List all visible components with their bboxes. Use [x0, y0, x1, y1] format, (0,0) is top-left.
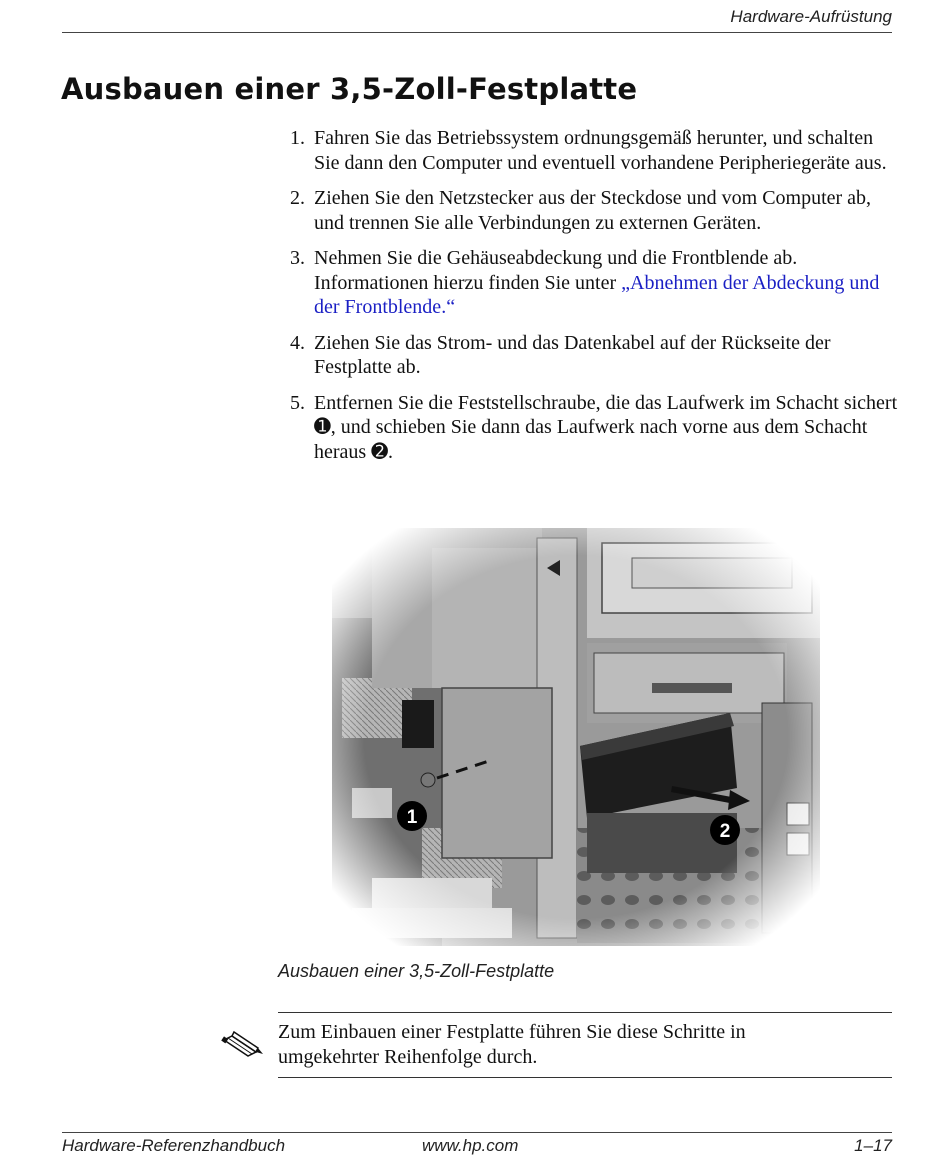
callout-1-marker: ➊	[314, 416, 331, 438]
step-number: 4.	[290, 331, 305, 354]
footer-manual-title: Hardware-Referenzhandbuch	[62, 1136, 286, 1155]
figure-caption: Ausbauen einer 3,5-Zoll-Festplatte	[278, 961, 555, 981]
cross-reference-link[interactable]: „Abnehmen der Abdeckung und der Frontblende.“	[314, 271, 880, 318]
header-divider	[62, 32, 892, 33]
step-number: 1.	[290, 127, 305, 149]
step-text: Fahren Sie das Betriebssystem ordnungsgemäß herunter, und schalten Sie dann den Computer und eventuell vorhandene Peripheriegeräte aus.	[314, 127, 887, 174]
running-header: Hardware-Aufrüstung	[730, 7, 892, 26]
footer-url[interactable]: www.hp.com	[422, 1136, 519, 1155]
list-item	[290, 391, 900, 465]
step-text: Entfernen Sie die Feststellschraube, die das Laufwerk im Schacht sichert	[314, 391, 898, 414]
page-title: Ausbauen einer 3,5-Zoll-Festplatte	[61, 72, 638, 106]
list-item	[290, 331, 900, 380]
note-top-divider	[278, 1012, 892, 1013]
list-item	[290, 126, 900, 175]
footer-divider	[62, 1132, 892, 1133]
page-number: 1–17	[854, 1136, 892, 1155]
step-text: Ziehen Sie das Strom- und das Datenkabel auf der Rückseite der Festplatte ab.	[314, 331, 831, 378]
callout-2-marker: ➋	[371, 440, 388, 463]
step-number: 5.	[290, 391, 305, 414]
step-text: , und schieben Sie dann das Laufwerk nach vorne aus dem Schacht heraus	[314, 416, 868, 463]
pencil-note-icon	[220, 1022, 264, 1066]
step-text: Nehmen Sie die Gehäuseabdeckung und die Frontblende ab. Informationen hierzu finden Sie unter	[314, 247, 798, 294]
step-text: Ziehen Sie den Netzstecker aus der Steckdose und vom Computer ab, und trennen Sie alle Verbindungen zu externen Geräten.	[314, 187, 872, 234]
note-text: Zum Einbauen einer Festplatte führen Sie diese Schritte in umgekehrter Reihenfolge durch.	[278, 1021, 746, 1068]
step-number: 2.	[290, 187, 305, 209]
list-item	[290, 246, 900, 320]
instruction-list	[290, 126, 900, 475]
step-text: .	[387, 440, 393, 463]
step-number: 3.	[290, 247, 305, 269]
list-item	[290, 186, 900, 235]
hard-drive-removal-illustration	[332, 528, 820, 946]
note-bottom-divider	[278, 1077, 892, 1078]
